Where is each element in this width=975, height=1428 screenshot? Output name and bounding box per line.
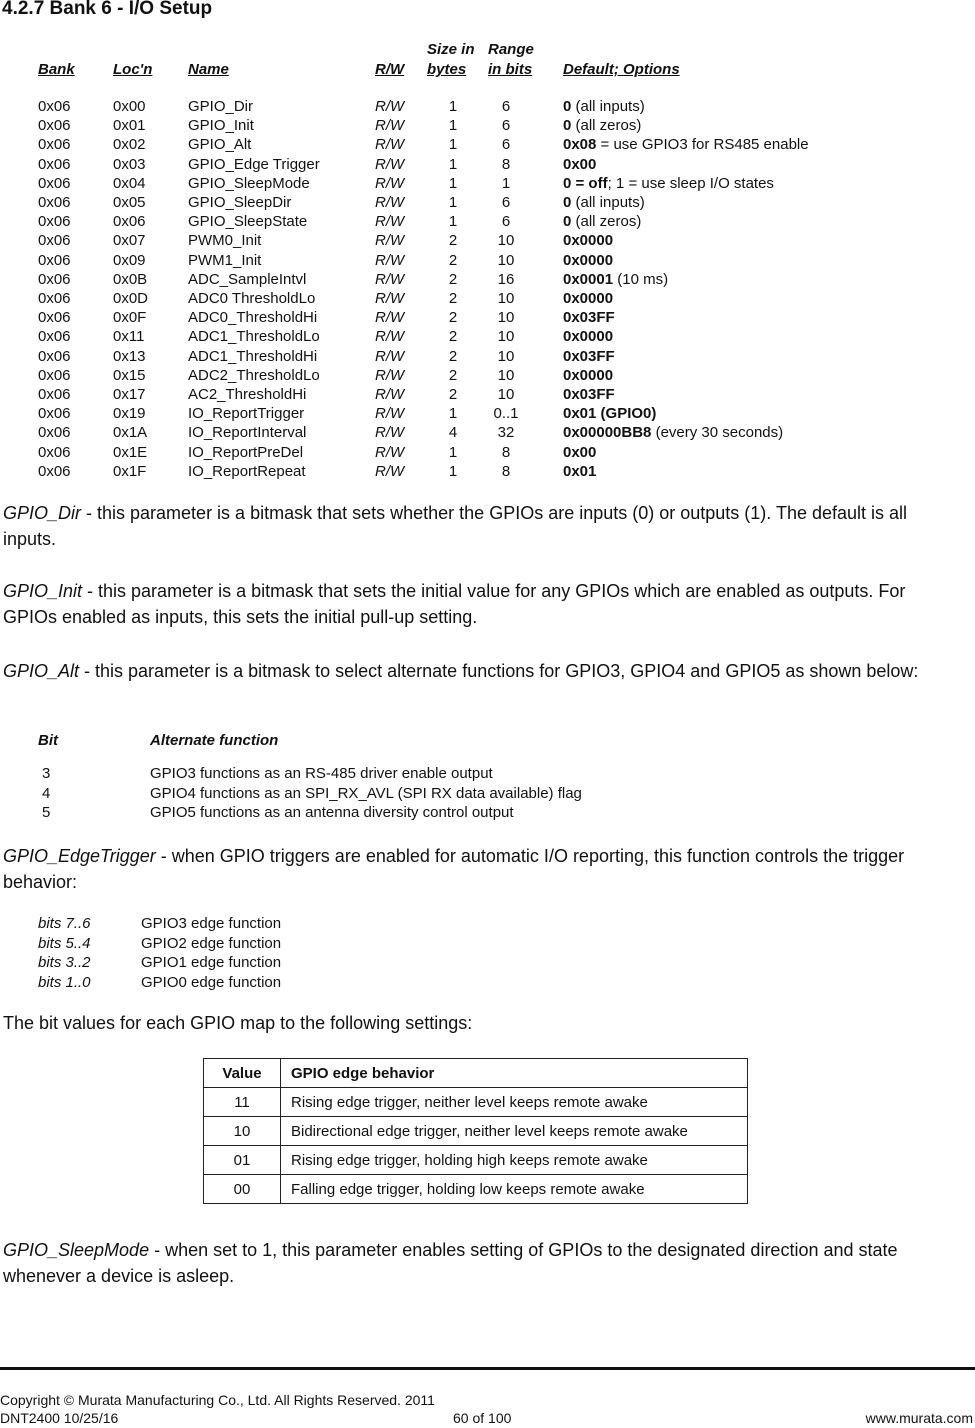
cell-range: 10 — [497, 347, 515, 365]
cell-loc: 0x13 — [113, 347, 146, 365]
cell-range: 16 — [497, 270, 515, 288]
cell-rw: R/W — [375, 424, 405, 442]
default-note: (all inputs) — [571, 98, 645, 115]
cell-name: PWM0_Init — [188, 232, 262, 250]
default-value: 0x0000 — [563, 328, 614, 346]
edge-bits-label: bits 5..4 — [38, 934, 91, 952]
cell-name: ADC0 ThresholdLo — [188, 290, 316, 307]
cell-loc: 0x05 — [113, 194, 146, 211]
cell-bank: 0x06 — [38, 251, 71, 269]
cell-range: 10 — [497, 328, 515, 346]
cell-value: 10 — [204, 1117, 281, 1146]
term: GPIO_Dir — [3, 503, 82, 523]
cell-name: IO_ReportTrigger — [188, 405, 305, 423]
alt-function: GPIO4 functions as an SPI_RX_AVL (SPI RX data available) flag — [150, 784, 582, 802]
cell-size: 1 — [448, 174, 458, 192]
cell-rw: R/W — [375, 251, 405, 269]
para-text: - when set to 1, this parameter enables setting of GPIOs to the designated direction and state whenever a device is asleep. — [3, 1240, 898, 1286]
cell-behavior: Falling edge trigger, holding low keeps remote awake — [281, 1175, 748, 1204]
cell-rw: R/W — [375, 98, 405, 115]
default-value: 0x08 — [563, 136, 597, 154]
cell-name: IO_ReportRepeat — [188, 462, 306, 480]
cell-name: IO_ReportInterval — [188, 424, 307, 442]
cell-loc: 0x1E — [113, 443, 148, 461]
default-note: (every 30 seconds) — [651, 424, 784, 442]
cell-range: 8 — [501, 155, 511, 173]
term: GPIO_Init — [3, 581, 83, 601]
default-note: (all inputs) — [571, 194, 645, 211]
default-value: 0x03FF — [563, 347, 615, 365]
default-value: 0 — [563, 194, 572, 211]
para-text: - this parameter is a bitmask that sets the initial value for any GPIOs which are enabled as outputs. For GPIOs enabled as inputs, this sets the initial pull-up setting. — [3, 581, 906, 627]
table-row — [38, 386, 615, 403]
edge-bits-function: GPIO1 edge function — [141, 954, 282, 971]
table-header-row — [204, 1059, 748, 1088]
default-value: 0 — [563, 213, 572, 231]
edge-bits-label: bits 3..2 — [38, 954, 91, 971]
cell-loc: 0x07 — [113, 232, 146, 250]
para-gpio-init — [3, 578, 963, 630]
table-row — [38, 405, 656, 422]
cell-name: ADC1_ThresholdHi — [188, 347, 318, 365]
cell-size: 1 — [448, 213, 458, 231]
cell-rw: R/W — [375, 213, 405, 231]
default-value: 0 — [563, 98, 572, 115]
cell-size: 2 — [448, 232, 458, 250]
cell-range: 0..1 — [493, 405, 519, 423]
cell-range: 8 — [501, 462, 511, 480]
cell-behavior: Rising edge trigger, neither level keeps remote awake — [281, 1088, 748, 1117]
cell-name: ADC0_ThresholdHi — [188, 309, 318, 327]
cell-loc: 0x01 — [113, 117, 146, 135]
cell-loc: 0x0F — [113, 309, 147, 327]
table-row — [38, 348, 615, 365]
alt-header-bit: Bit — [38, 732, 58, 749]
cell-rw: R/W — [375, 328, 405, 346]
default-note: = use GPIO3 for RS485 enable — [596, 136, 809, 154]
cell-range: 10 — [497, 366, 515, 384]
cell-bank: 0x06 — [38, 270, 71, 288]
table-row — [38, 213, 641, 230]
default-value: 0x0001 — [563, 270, 614, 288]
edge-bits-label: bits 1..0 — [38, 973, 91, 991]
cell-rw: R/W — [375, 443, 405, 461]
edge-bits-label: bits 7..6 — [38, 915, 91, 932]
table-row — [38, 463, 596, 480]
table-row — [204, 1117, 748, 1146]
cell-rw: R/W — [375, 366, 405, 384]
para-gpio-dir — [3, 500, 963, 552]
para-bit-values — [3, 1010, 963, 1036]
cell-loc: 0x04 — [113, 174, 146, 192]
cell-rw: R/W — [375, 405, 405, 423]
default-value: 0x00 — [563, 443, 597, 461]
cell-bank: 0x06 — [38, 213, 71, 231]
cell-name: GPIO_Edge Trigger — [188, 155, 320, 173]
default-value: 0x0000 — [563, 251, 614, 269]
cell-loc: 0x03 — [113, 155, 146, 173]
header-size: bytes — [427, 61, 467, 78]
cell-loc: 0x17 — [113, 386, 146, 403]
cell-size: 1 — [448, 117, 458, 135]
cell-size: 2 — [448, 251, 458, 269]
cell-bank: 0x06 — [38, 136, 71, 154]
term: GPIO_Alt — [3, 661, 80, 681]
cell-size: 1 — [448, 443, 458, 461]
alt-bit: 4 — [42, 784, 51, 802]
cell-name: GPIO_SleepDir — [188, 194, 292, 211]
para-text: The bit values for each GPIO map to the following settings: — [3, 1013, 473, 1033]
cell-bank: 0x06 — [38, 117, 71, 135]
header-range: in bits — [488, 61, 533, 78]
footer-page-number: 60 of 100 — [453, 1410, 512, 1426]
cell-range: 6 — [501, 194, 511, 211]
default-note: ; 1 = use sleep I/O states — [607, 174, 774, 192]
cell-size: 1 — [448, 462, 458, 480]
table-row — [38, 424, 783, 441]
cell-range: 32 — [497, 424, 515, 442]
cell-bank: 0x06 — [38, 386, 71, 403]
default-value: 0x00 — [563, 155, 597, 173]
default-note: (all zeros) — [571, 213, 642, 231]
cell-name: GPIO_SleepMode — [188, 174, 310, 192]
header-range-line1: Range — [488, 41, 534, 58]
header-rw: R/W — [375, 61, 405, 78]
cell-name: PWM1_Init — [188, 251, 262, 269]
term: GPIO_SleepMode — [3, 1240, 150, 1260]
default-value: 0x00000BB8 — [563, 424, 652, 442]
header-locn: Loc'n — [113, 61, 153, 78]
cell-rw: R/W — [375, 155, 405, 173]
cell-size: 1 — [448, 136, 458, 154]
footer-copyright: Copyright © Murata Manufacturing Co., Ltd. All Rights Reserved. 2011 — [0, 1392, 435, 1408]
cell-value: 11 — [204, 1088, 281, 1117]
default-value: 0x0000 — [563, 366, 614, 384]
cell-name: ADC1_ThresholdLo — [188, 328, 320, 346]
cell-name: GPIO_Alt — [188, 136, 252, 154]
cell-loc: 0x1F — [113, 462, 147, 480]
table-row — [204, 1146, 748, 1175]
section-title: 4.2.7 Bank 6 - I/O Setup — [2, 0, 213, 19]
alt-bit: 5 — [42, 804, 51, 821]
cell-size: 2 — [448, 328, 458, 346]
cell-name: GPIO_Init — [188, 117, 254, 135]
cell-size: 2 — [448, 270, 458, 288]
table-row — [204, 1088, 748, 1117]
edge-bits-function: GPIO2 edge function — [141, 934, 282, 952]
cell-loc: 0x0B — [113, 270, 148, 288]
cell-loc: 0x02 — [113, 136, 146, 154]
cell-bank: 0x06 — [38, 309, 71, 327]
header-size-line1: Size in — [427, 41, 475, 58]
table-row — [38, 290, 613, 307]
edge-bits-function: GPIO3 edge function — [141, 915, 282, 932]
cell-range: 10 — [497, 309, 515, 327]
table-row — [38, 232, 613, 249]
table-row — [38, 117, 641, 134]
cell-size: 1 — [448, 194, 458, 211]
cell-bank: 0x06 — [38, 366, 71, 384]
para-gpio-alt — [3, 658, 963, 684]
header-value: Value — [204, 1059, 281, 1088]
cell-size: 2 — [448, 386, 458, 403]
default-value: 0 = off — [563, 174, 608, 192]
cell-value: 01 — [204, 1146, 281, 1175]
cell-bank: 0x06 — [38, 443, 71, 461]
default-value: 0 — [563, 117, 572, 135]
para-gpio-edgetrigger — [3, 843, 963, 895]
cell-range: 6 — [501, 117, 511, 135]
alt-header-function: Alternate function — [150, 732, 279, 749]
default-note: (all zeros) — [571, 117, 642, 135]
table-row — [38, 175, 774, 192]
cell-loc: 0x0D — [113, 290, 149, 307]
cell-size: 2 — [448, 309, 458, 327]
cell-loc: 0x09 — [113, 251, 146, 269]
header-behavior: GPIO edge behavior — [281, 1059, 748, 1088]
cell-bank: 0x06 — [38, 98, 71, 115]
cell-bank: 0x06 — [38, 174, 71, 192]
default-value: 0x03FF — [563, 309, 615, 327]
cell-bank: 0x06 — [38, 328, 71, 346]
table-row — [38, 444, 596, 461]
cell-bank: 0x06 — [38, 462, 71, 480]
table-row — [38, 271, 668, 288]
cell-rw: R/W — [375, 270, 405, 288]
cell-bank: 0x06 — [38, 424, 71, 442]
cell-size: 1 — [448, 405, 458, 423]
cell-name: AC2_ThresholdHi — [188, 386, 307, 403]
default-value: 0x0000 — [563, 290, 614, 307]
cell-loc: 0x06 — [113, 213, 146, 231]
cell-size: 4 — [448, 424, 458, 442]
cell-size: 2 — [448, 290, 458, 307]
default-value: 0x01 — [563, 462, 597, 480]
cell-size: 1 — [448, 98, 458, 115]
table-row — [38, 252, 613, 269]
table-row — [204, 1175, 748, 1204]
cell-behavior: Bidirectional edge trigger, neither level keeps remote awake — [281, 1117, 748, 1146]
cell-range: 8 — [501, 443, 511, 461]
cell-bank: 0x06 — [38, 347, 71, 365]
alt-function: GPIO3 functions as an RS-485 driver enable output — [150, 765, 493, 782]
cell-range: 10 — [497, 386, 515, 403]
cell-rw: R/W — [375, 347, 405, 365]
cell-name: IO_ReportPreDel — [188, 443, 304, 461]
default-value: 0x01 (GPIO0) — [563, 405, 657, 423]
cell-size: 1 — [448, 155, 458, 173]
cell-rw: R/W — [375, 309, 405, 327]
edge-behavior-table — [203, 1058, 748, 1204]
cell-rw: R/W — [375, 232, 405, 250]
cell-bank: 0x06 — [38, 155, 71, 173]
cell-range: 1 — [501, 174, 511, 192]
footer-url[interactable]: www.murata.com — [865, 1410, 973, 1426]
cell-size: 2 — [448, 347, 458, 365]
default-value: 0x0000 — [563, 232, 614, 250]
cell-rw: R/W — [375, 117, 405, 135]
cell-rw: R/W — [375, 174, 405, 192]
cell-loc: 0x15 — [113, 366, 146, 384]
alt-function: GPIO5 functions as an antenna diversity control output — [150, 804, 514, 821]
cell-name: GPIO_SleepState — [188, 213, 308, 231]
footer-doc-id: DNT2400 10/25/16 — [0, 1410, 119, 1426]
para-text: - this parameter is a bitmask to select alternate functions for GPIO3, GPIO4 and GPIO5 as shown below: — [79, 661, 919, 681]
cell-loc: 0x00 — [113, 98, 146, 115]
cell-bank: 0x06 — [38, 290, 71, 307]
para-gpio-sleepmode — [3, 1237, 963, 1289]
header-name: Name — [188, 61, 229, 78]
para-text: - when GPIO triggers are enabled for automatic I/O reporting, this function controls the trigger behavior: — [3, 846, 905, 892]
cell-loc: 0x11 — [113, 328, 145, 346]
header-default: Default; Options — [563, 61, 680, 78]
cell-range: 6 — [501, 136, 511, 154]
header-bank: Bank — [38, 61, 75, 78]
table-row — [38, 328, 613, 345]
cell-rw: R/W — [375, 462, 405, 480]
cell-rw: R/W — [375, 194, 405, 211]
cell-size: 2 — [448, 366, 458, 384]
cell-name: ADC_SampleIntvl — [188, 270, 307, 288]
cell-loc: 0x1A — [113, 424, 148, 442]
default-note: (10 ms) — [613, 270, 669, 288]
cell-value: 00 — [204, 1175, 281, 1204]
cell-name: ADC2_ThresholdLo — [188, 366, 320, 384]
alt-bit: 3 — [42, 765, 51, 782]
cell-range: 10 — [497, 290, 515, 307]
cell-range: 10 — [497, 251, 515, 269]
cell-range: 6 — [501, 98, 511, 115]
table-row — [38, 367, 613, 384]
cell-bank: 0x06 — [38, 194, 71, 211]
table-row — [38, 136, 809, 153]
cell-behavior: Rising edge trigger, holding high keeps remote awake — [281, 1146, 748, 1175]
footer-rule — [0, 1367, 975, 1370]
cell-name: GPIO_Dir — [188, 98, 254, 115]
cell-range: 10 — [497, 232, 515, 250]
table-row — [38, 98, 645, 115]
cell-rw: R/W — [375, 290, 405, 307]
cell-rw: R/W — [375, 386, 405, 403]
table-row — [38, 194, 645, 211]
default-value: 0x03FF — [563, 386, 615, 403]
edge-bits-function: GPIO0 edge function — [141, 973, 282, 991]
cell-bank: 0x06 — [38, 232, 71, 250]
cell-loc: 0x19 — [113, 405, 146, 423]
term: GPIO_EdgeTrigger — [3, 846, 156, 866]
table-row — [38, 309, 615, 326]
table-row — [38, 156, 596, 173]
cell-bank: 0x06 — [38, 405, 71, 423]
cell-rw: R/W — [375, 136, 405, 154]
para-text: - this parameter is a bitmask that sets whether the GPIOs are inputs (0) or outputs (1). The default is all inputs. — [3, 503, 908, 549]
cell-range: 6 — [501, 213, 511, 231]
